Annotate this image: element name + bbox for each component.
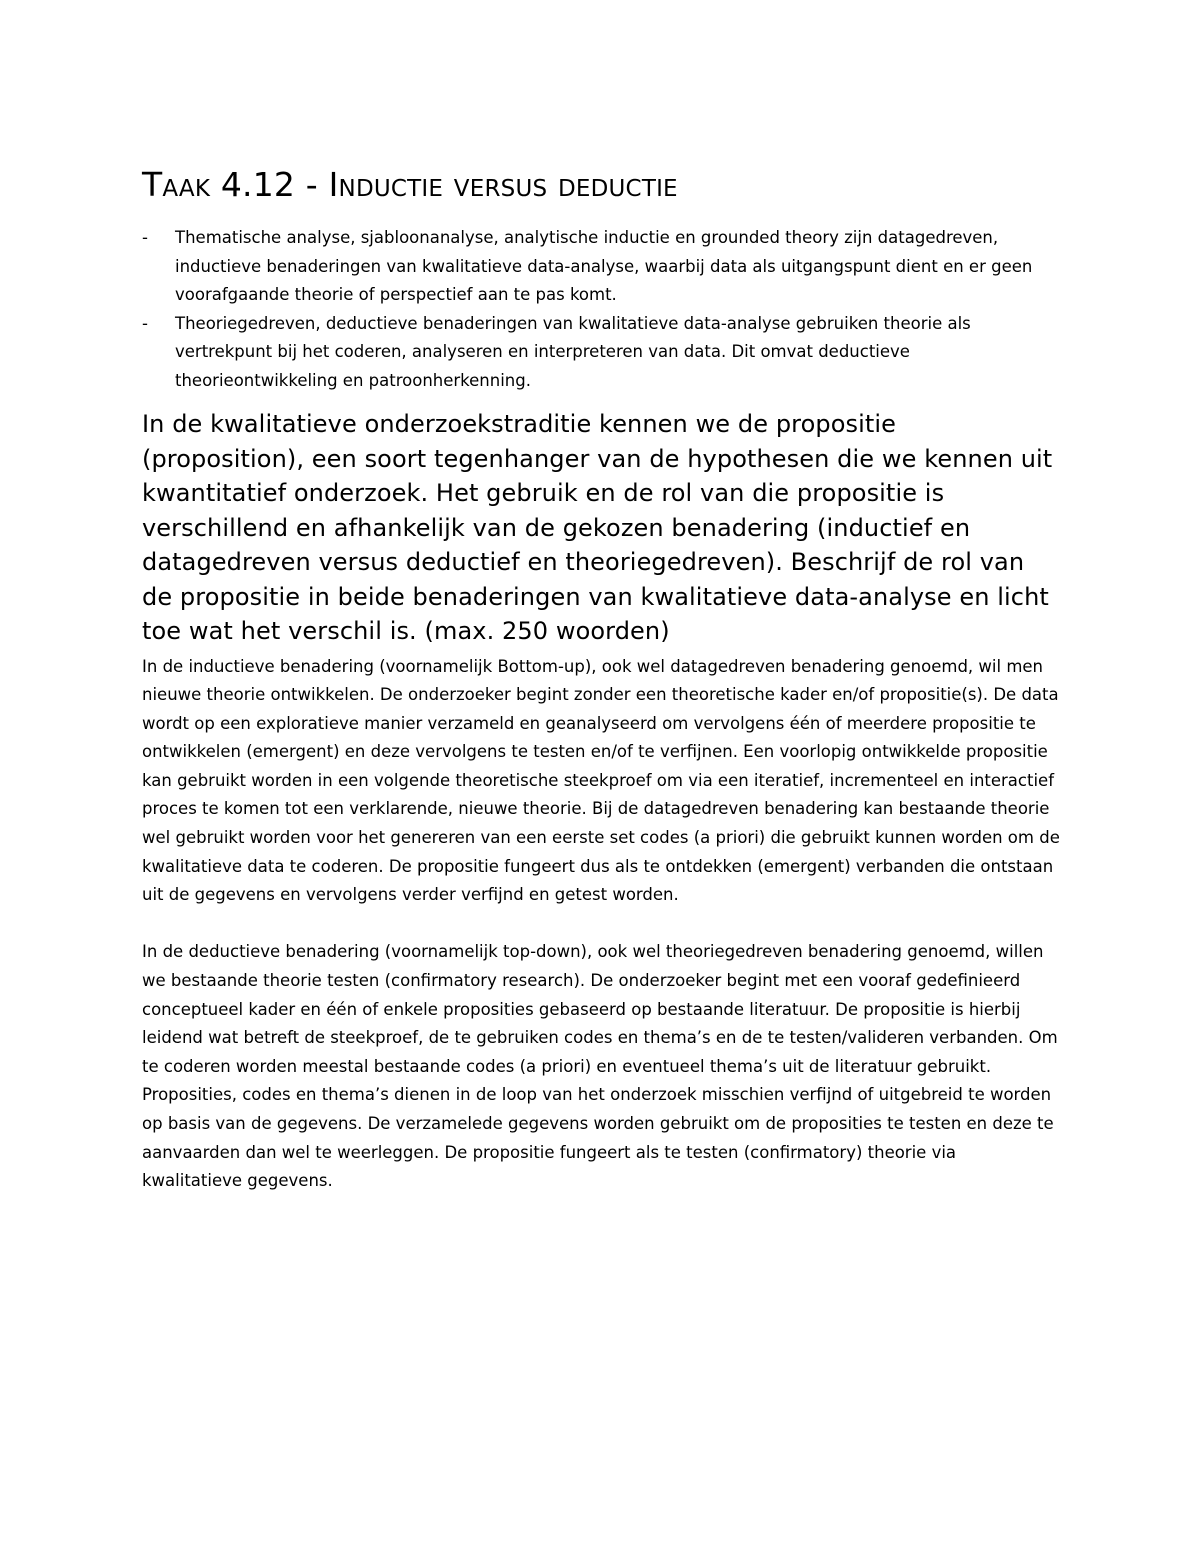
list-item [142, 310, 1060, 396]
paragraph-deductive: In de deductieve benadering (voornamelijk top-down), ook wel theoriegedreven benadering genoemd, willen we bestaande theorie testen (confirmatory research). De onderzoeker begint met een vooraf gedefinieerd conceptueel kader en één of enkele proposities gebaseerd op bestaande literatuur. De propositie is hierbij leidend wat betreft de steekproef, de te gebruiken codes en thema’s en de te testen/valideren verbanden. Om te coderen worden meestal bestaande codes (a priori) en eventueel thema’s uit de literatuur gebruikt. Proposities, codes en thema’s dienen in de loop van het onderzoek misschien verfijnd of uitgebreid te worden op basis van de gegevens. De verzamelede gegevens worden gebruikt om de proposities te testen en deze te aanvaarden dan wel te weerleggen. De propositie fungeert als te testen (confirmatory) theorie via kwalitatieve gegevens. [142, 942, 1058, 1191]
document-content [142, 160, 1060, 1196]
question-heading: In de kwalitatieve onderzoekstraditie kennen we de propositie (proposition), een soort tegenhanger van de hypothesen die we kennen uit kwantitatief onderzoek. Het gebruik en de rol van die propositie is verschillend en afhankelijk van de gekozen benadering (inductief en datagedreven versus deductief en theoriegedreven). Beschrijf de rol van de propositie in beide benaderingen van kwalitatieve data-analyse en licht toe wat het verschil is. (max. 250 woorden) [142, 410, 1053, 645]
bullet-marker: - [142, 228, 148, 247]
bullet-marker: - [142, 313, 148, 333]
list-item [142, 224, 1060, 310]
bullet-list [142, 224, 1060, 395]
bullet-text: Theoriegedreven, deductieve benaderingen van kwalitatieve data-analyse gebruiken theorie als vertrekpunt bij het coderen, analyseren en interpreteren van data. Dit omvat deductieve theorieontwikkeling en patroonherkenning. [175, 313, 971, 390]
paragraph-inductive: In de inductieve benadering (voornamelijk Bottom-up), ook wel datagedreven benadering genoemd, wil men nieuwe theorie ontwikkelen. De onderzoeker begint zonder een theoretische kader en/of propositie(s). De data wordt op een exploratieve manier verzameld en geanalyseerd om vervolgens één of meerdere propositie te ontwikkelen (emergent) en deze vervolgens te testen en/of te verfijnen. Een voorlopig ontwikkelde propositie kan gebruikt worden in een volgende theoretische steekproef om via een iteratief, incrementeel en interactief proces te komen tot een verklarende, nieuwe theorie. Bij de datagedreven benadering kan bestaande theorie wel gebruikt worden voor het genereren van een eerste set codes (a priori) die gebruikt kunnen worden om de kwalitatieve data te coderen. De propositie fungeert dus als te ontdekken (emergent) verbanden die ontstaan uit de gegevens en vervolgens verder verfijnd en getest worden. [142, 656, 1060, 905]
bullet-text: Thematische analyse, sjabloonanalyse, analytische inductie en grounded theory zijn datagedreven, inductieve benaderingen van kwalitatieve data-analyse, waarbij data als uitgangspunt dient en er geen voorafgaande theorie of perspectief aan te pas komt. [175, 228, 1033, 304]
page-title: Taak 4.12 - Inductie versus deductie [142, 165, 678, 204]
